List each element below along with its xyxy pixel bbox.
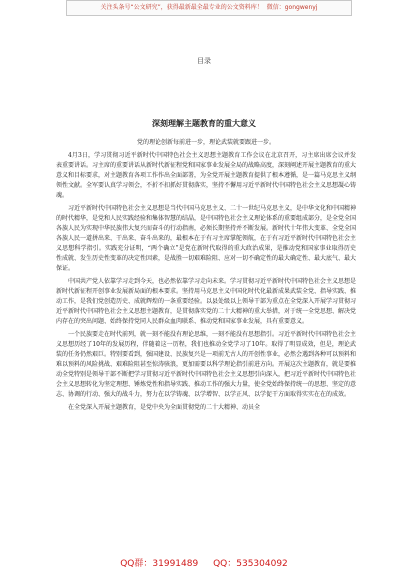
banner-promo-text: 关注头条号“公文研究”，获得最新最全最专业的公文资料库！ xyxy=(100,4,263,11)
paragraph: 中国共产党人依靠学习走到今天，也必然依靠学习走向未来。学习贯彻习近平新时代中国特色社会主义思想是新时代新征程开创事业发展新局面的根本要求。坚持用马克思主义中国化时代化最新成果武装全党、指导实践、推动工作，是我们党创造历史、成就辉煌的一条重要经验。以县处级以上领导干部为重点在全党深入开展学习贯彻习近平新时代中国特色社会主义思想主题教育，是贯彻落实党的二十大精神的重大举措，对于统一全党思想、解决党内存在的突出问题、始终保持党同人民群众血肉联系、推动党和国家事业发展，具有重要意义。 xyxy=(56,278,356,325)
footer-contact xyxy=(0,556,408,569)
footer-qq-number: QQ：535304092 xyxy=(213,559,288,569)
paragraph: 一个民族要走在时代前列，就一刻不能没有理论思维，一刻不能没有思想指引。习近平新时代中国特色社会主义思想历经了10年的发展历程，伴随着这一历程，我们也推动全党学习了10年。取得了明显成效，但是，理论武装的任务仍然艰巨。特别要看到，强国建设、民族复兴是一项前无古人的开创性事业，必然会遇到各种可以预料和难以预料的风险挑战、艰难险阻甚至惊涛骇浪，更加需要以科学理论指引前进方向。开展这次主题教育，就是要推动全党特别是领导干部不断把学习贯彻习近平新时代中国特色社会主义思想引向深入，把习近平新时代中国特色社会主义思想转化为坚定理想、锤炼党性和指导实践、推动工作的强大力量，使全党始终保持统一的思想、坚定的意志、协调的行动、强大的战斗力，努力在以学铸魂、以学增智、以学正风、以学促干方面取得实实在在的成效。 xyxy=(56,331,356,398)
article-title: 深刻理解主题教育的重大意义 xyxy=(152,118,256,128)
promo-banner xyxy=(66,0,352,16)
article-body xyxy=(56,138,356,416)
toc-heading: 目录 xyxy=(197,57,211,65)
paragraph: 习近平新时代中国特色社会主义思想是当代中国马克思主义、二十一世纪马克思主义，是中华文化和中国精神的时代精华，是党和人民实践经验和集体智慧的结晶，是中国特色社会主义理论体系的重要组成部分，是全党全国各族人民为实现中华民族伟大复兴而奋斗的行动指南，必须长期坚持并不断发展。新时代十年伟大变革、全党全国各族人民一道拼出来、干出来、奋斗出来的，最根本在于有习主席掌舵领航，在于有习近平新时代中国特色社会主义思想科学指引。实践充分证明，“两个确立”是党在新时代取得的重大政治成果，是推动党和国家事业取得历史性成就、发生历史性变革的决定性因素，是战胜一切艰难险阻、应对一切不确定性的最大确定性、最大底气、最大保证。 xyxy=(56,205,356,272)
banner-wechat-text: 微信：gongwenyj xyxy=(266,4,318,11)
paragraph: 4月3日，学习贯彻习近平新时代中国特色社会主义思想主题教育工作会议在北京召开，习主席出席会议并发表重要讲话。习主席的重要讲话从新时代新征程党和国家事业发展全局的战略高度，深刻阐述开展主题教育的重大意义和目标要求，对主题教育各项工作作出全面部署，为全党开展主题教育提供了根本遵循，是一篇马克思主义纲领性文献。全军要认真学习领会，不折不扣抓好贯彻落实，坚持不懈用习近平新时代中国特色社会主义思想凝心铸魂。 xyxy=(56,152,356,199)
article-subtitle: 党的理论创新每前进一步，理论武装就要跟进一步。 xyxy=(136,139,275,146)
paragraph: 在全党深入开展主题教育，是党中央为全面贯彻党的二十大精神、动员全 xyxy=(68,404,261,411)
footer-qq-group: QQ群：31991489 xyxy=(120,559,199,569)
